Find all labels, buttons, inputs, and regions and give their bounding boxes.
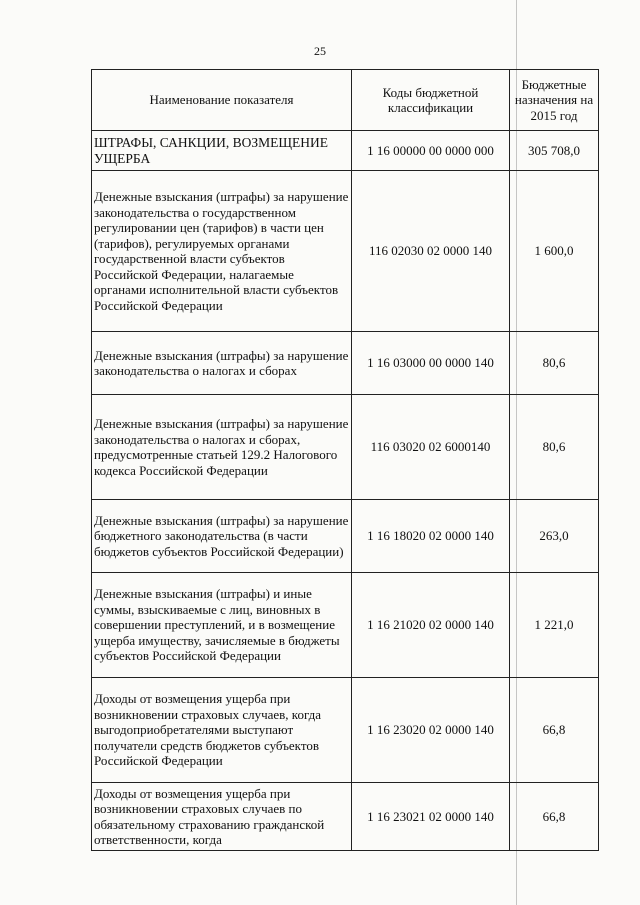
budget-code: 1 16 03000 00 0000 140	[352, 332, 510, 395]
header-budget-amount: Бюджетные назначения на 2015 год	[510, 70, 599, 131]
budget-code: 116 02030 02 0000 140	[352, 171, 510, 332]
budget-code: 1 16 18020 02 0000 140	[352, 500, 510, 573]
indicator-name: Денежные взыскания (штрафы) за нарушение законодательства о налогах и сборах, предусмотренные статьей 129.2 Налогового кодекса Российской Федерации	[92, 395, 352, 500]
budget-amount: 80,6	[510, 332, 599, 395]
budget-code: 1 16 00000 00 0000 000	[352, 131, 510, 171]
table-row	[92, 783, 599, 851]
indicator-name: Денежные взыскания (штрафы) и иные суммы, взыскиваемые с лиц, виновных в совершении преступлений, и в возмещение ущерба имуществу, зачисляемые в бюджеты субъектов Российской Федерации	[92, 573, 352, 678]
header-budget-code: Коды бюджетной классификации	[352, 70, 510, 131]
table-row	[92, 395, 599, 500]
table-row	[92, 171, 599, 332]
indicator-name: ШТРАФЫ, САНКЦИИ, ВОЗМЕЩЕНИЕ УЩЕРБА	[92, 131, 352, 171]
budget-amount: 263,0	[510, 500, 599, 573]
table-row	[92, 500, 599, 573]
budget-code: 1 16 23020 02 0000 140	[352, 678, 510, 783]
indicator-name: Денежные взыскания (штрафы) за нарушение бюджетного законодательства (в части бюджетов субъектов Российской Федерации)	[92, 500, 352, 573]
table-row	[92, 573, 599, 678]
budget-code: 1 16 21020 02 0000 140	[352, 573, 510, 678]
budget-amount: 305 708,0	[510, 131, 599, 171]
indicator-name: Денежные взыскания (штрафы) за нарушение законодательства о государственном регулировании цен (тарифов) в части цен (тарифов), регулируемых органами государственной власти субъектов Российской Федерации, налагаемые органами исполнительной власти субъектов Российской Федерации	[92, 171, 352, 332]
budget-amount: 66,8	[510, 783, 599, 851]
budget-amount: 66,8	[510, 678, 599, 783]
budget-amount: 1 600,0	[510, 171, 599, 332]
page-number: 25	[314, 44, 326, 58]
indicator-name: Денежные взыскания (штрафы) за нарушение законодательства о налогах и сборах	[92, 332, 352, 395]
budget-table	[91, 69, 599, 851]
indicator-name: Доходы от возмещения ущерба при возникновении страховых случаев по обязательному страхованию гражданской ответственности, когда	[92, 783, 352, 851]
indicator-name: Доходы от возмещения ущерба при возникновении страховых случаев, когда выгодоприобретателями выступают получатели средств бюджетов субъектов Российской Федерации	[92, 678, 352, 783]
table-row	[92, 131, 599, 171]
header-indicator-name: Наименование показателя	[92, 70, 352, 131]
budget-code: 1 16 23021 02 0000 140	[352, 783, 510, 851]
table-row	[92, 332, 599, 395]
budget-amount: 80,6	[510, 395, 599, 500]
budget-amount: 1 221,0	[510, 573, 599, 678]
table-header-row	[92, 70, 599, 131]
budget-code: 116 03020 02 6000140	[352, 395, 510, 500]
table-row	[92, 678, 599, 783]
